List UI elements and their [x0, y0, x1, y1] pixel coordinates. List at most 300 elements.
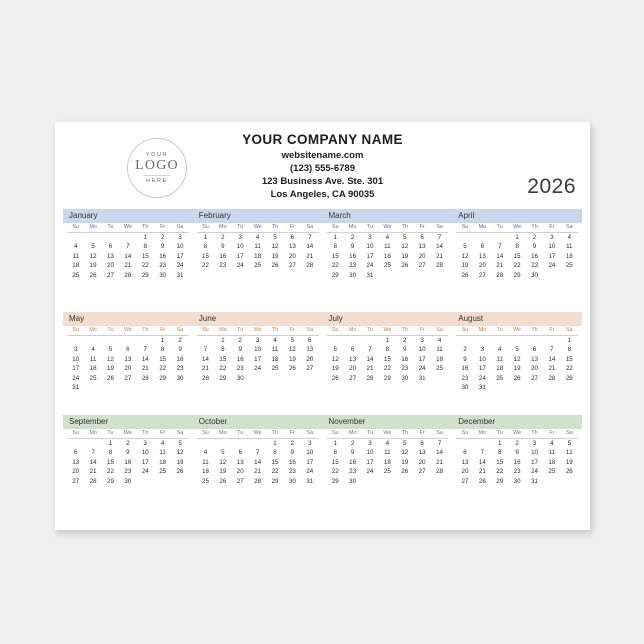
day-cell: 23	[288, 468, 296, 476]
day-cell: 10	[366, 243, 374, 251]
day-cell: 9	[463, 355, 467, 363]
day-cell: 8	[515, 243, 519, 251]
quarter-band-q3	[63, 415, 582, 518]
day-cell: 30	[124, 477, 132, 485]
day-cell	[561, 383, 578, 392]
month-block	[323, 415, 453, 486]
weekday-header: Mo	[478, 327, 487, 333]
day-cell	[361, 336, 378, 346]
weekday-header: Tu	[107, 224, 114, 230]
day-cell: 4	[273, 337, 277, 344]
day-cell: 7	[550, 346, 554, 354]
day-cell: 11	[566, 243, 573, 251]
day-cell: 11	[496, 355, 503, 363]
day-cell: 10	[478, 355, 486, 363]
day-cell	[543, 336, 560, 346]
weekday-header: Th	[271, 430, 279, 436]
day-cell: 2	[350, 440, 355, 447]
day-cell: 4	[567, 234, 572, 241]
month-name: September	[69, 417, 109, 426]
week-row	[456, 448, 578, 457]
weekday-header: Su	[461, 327, 469, 333]
day-cell: 9	[126, 449, 130, 457]
week-row	[197, 477, 319, 486]
day-cell	[67, 233, 84, 243]
week-row	[327, 242, 449, 251]
month-block	[63, 312, 193, 392]
day-cell	[456, 336, 473, 346]
month-table	[456, 327, 578, 392]
weekday-header: We	[123, 224, 132, 230]
day-cell	[456, 233, 473, 243]
day-cell: 5	[290, 337, 295, 344]
day-cell: 24	[531, 468, 538, 476]
weekday-header: Tu	[366, 430, 374, 436]
day-cell: 24	[366, 262, 374, 270]
day-cell	[543, 383, 560, 392]
day-cell: 4	[498, 346, 502, 354]
day-cell: 14	[366, 355, 374, 363]
day-cell	[154, 383, 171, 392]
day-cell: 14	[496, 252, 504, 260]
day-cell: 2	[178, 337, 182, 344]
weekday-header: Th	[142, 224, 149, 230]
day-cell	[102, 336, 119, 346]
day-cell: 26	[401, 468, 409, 476]
day-cell: 10	[366, 449, 374, 457]
calendar-year: 2026	[527, 175, 576, 198]
weekday-header: We	[513, 430, 522, 436]
day-cell: 25	[89, 374, 97, 382]
weekday-header-row	[67, 327, 189, 336]
day-cell: 6	[108, 243, 113, 251]
day-cell: 7	[437, 234, 442, 241]
day-cell: 19	[176, 458, 184, 466]
day-cell: 5	[91, 243, 95, 251]
day-cell: 21	[124, 262, 132, 270]
day-cell	[508, 383, 525, 392]
day-cell: 4	[385, 440, 390, 447]
day-cell: 25	[271, 365, 279, 373]
day-cell: 20	[124, 365, 132, 373]
day-cell: 20	[288, 252, 296, 260]
week-row	[456, 271, 578, 280]
day-cell: 20	[418, 458, 426, 466]
day-cell: 29	[141, 271, 149, 279]
day-cell: 18	[254, 252, 262, 260]
day-cell: 8	[160, 346, 165, 354]
day-cell: 7	[368, 346, 372, 354]
logo-bottom-text: HERE	[144, 175, 170, 184]
day-cell: 20	[306, 355, 314, 363]
day-cell: 3	[368, 440, 372, 447]
month-table	[197, 430, 319, 486]
day-cell: 10	[418, 346, 426, 354]
week-row	[327, 233, 449, 243]
day-cell: 25	[496, 374, 504, 382]
day-cell: 7	[203, 346, 208, 354]
day-cell	[431, 477, 448, 486]
month-table	[67, 327, 189, 392]
weekday-header: Th	[401, 224, 408, 230]
weekday-header: Sa	[436, 224, 443, 230]
day-cell: 26	[331, 374, 339, 382]
weekday-header: Su	[202, 224, 209, 230]
weekday-header: Mo	[219, 430, 227, 436]
day-cell: 20	[72, 468, 80, 476]
day-cell: 23	[531, 262, 538, 270]
week-row	[67, 383, 189, 392]
day-cell: 24	[72, 374, 80, 382]
day-cell: 24	[418, 365, 426, 373]
weekday-header: Th	[142, 327, 149, 333]
day-cell: 18	[72, 262, 80, 270]
month-table	[197, 327, 319, 383]
week-row	[327, 261, 449, 270]
week-row	[67, 467, 189, 476]
week-row	[67, 233, 189, 243]
day-cell: 11	[89, 355, 97, 363]
weekday-header: Tu	[237, 224, 244, 230]
day-cell	[379, 477, 396, 486]
day-cell: 19	[513, 365, 521, 373]
day-cell: 6	[463, 449, 467, 457]
day-cell: 9	[178, 346, 182, 354]
week-row	[456, 261, 578, 270]
day-cell: 14	[436, 243, 443, 251]
week-row	[197, 439, 319, 449]
weekday-header: Tu	[107, 327, 114, 333]
weekday-header: Fr	[549, 224, 555, 230]
day-cell: 27	[236, 477, 244, 485]
month-name: August	[458, 314, 484, 323]
day-cell: 11	[384, 449, 391, 457]
month-name: November	[328, 417, 366, 426]
day-cell: 21	[366, 365, 374, 373]
day-cell: 3	[532, 440, 537, 447]
week-row	[67, 439, 189, 449]
week-row	[456, 383, 578, 392]
week-row	[327, 252, 449, 261]
weekday-header-row	[197, 327, 319, 336]
day-cell: 17	[478, 365, 486, 373]
day-cell: 23	[219, 262, 227, 270]
day-cell	[154, 477, 171, 486]
day-cell: 14	[141, 355, 149, 363]
month-name: March	[328, 211, 351, 220]
day-cell: 9	[238, 346, 242, 354]
day-cell	[284, 374, 301, 383]
weekday-header: Sa	[176, 430, 184, 436]
day-cell: 5	[567, 440, 572, 447]
day-cell: 25	[548, 468, 556, 476]
weekday-header: Sa	[436, 430, 443, 436]
day-cell: 28	[124, 271, 132, 279]
weekday-header: Sa	[176, 224, 184, 230]
month-block	[63, 209, 193, 280]
day-cell: 29	[383, 374, 391, 382]
day-cell: 10	[141, 449, 149, 457]
weekday-header: Fr	[289, 327, 295, 333]
day-cell: 19	[89, 262, 97, 270]
day-cell	[249, 374, 266, 383]
day-cell: 17	[254, 355, 262, 363]
weekday-header: Su	[331, 327, 339, 333]
weekday-header: Th	[271, 327, 279, 333]
day-cell: 25	[436, 365, 443, 373]
day-cell	[84, 233, 101, 243]
day-cell: 8	[567, 346, 572, 354]
day-cell: 20	[461, 468, 469, 476]
weekday-header: Fr	[419, 430, 425, 436]
day-cell: 17	[176, 252, 184, 260]
day-cell	[396, 271, 413, 280]
day-cell: 12	[288, 346, 296, 354]
day-cell: 25	[159, 468, 167, 476]
month-block	[193, 415, 323, 486]
day-cell: 18	[548, 458, 556, 466]
week-row	[67, 364, 189, 373]
day-cell: 3	[238, 234, 242, 241]
day-cell	[214, 439, 231, 449]
week-row	[456, 467, 578, 476]
day-cell: 15	[141, 252, 149, 260]
day-cell: 11	[436, 346, 443, 354]
day-cell: 18	[436, 355, 443, 363]
day-cell: 10	[531, 449, 538, 457]
day-cell: 26	[401, 262, 409, 270]
day-cell	[413, 477, 430, 486]
company-address-line2: Los Angeles, CA 90035	[270, 189, 375, 200]
day-cell: 15	[513, 252, 521, 260]
day-cell: 19	[331, 365, 339, 373]
day-cell	[526, 383, 543, 392]
weekday-header: Tu	[496, 224, 503, 230]
weekday-header: We	[513, 224, 522, 230]
month-table	[67, 224, 189, 280]
day-cell: 26	[271, 262, 279, 270]
day-cell: 15	[219, 355, 227, 363]
month-row	[63, 209, 582, 280]
day-cell: 18	[383, 252, 391, 260]
day-cell: 22	[513, 262, 521, 270]
day-cell: 15	[159, 355, 167, 363]
week-row	[456, 364, 578, 373]
day-cell	[84, 336, 101, 346]
day-cell: 1	[221, 337, 225, 344]
day-cell: 8	[203, 243, 208, 251]
day-cell: 21	[496, 262, 504, 270]
week-row	[67, 336, 189, 346]
day-cell: 31	[478, 384, 486, 392]
day-cell: 22	[331, 468, 339, 476]
day-cell: 14	[436, 449, 443, 457]
weekday-header: Fr	[160, 430, 166, 436]
weekday-header: Mo	[478, 430, 487, 436]
day-cell: 12	[271, 243, 279, 251]
day-cell: 15	[331, 252, 339, 260]
week-row	[327, 345, 449, 354]
month-block	[63, 415, 193, 486]
weekday-header-row	[327, 430, 449, 439]
weekday-header-row	[197, 224, 319, 233]
day-cell: 17	[418, 355, 426, 363]
day-cell: 15	[331, 458, 339, 466]
day-cell: 13	[418, 449, 426, 457]
week-row	[456, 233, 578, 243]
day-cell: 18	[271, 355, 279, 363]
day-cell: 31	[366, 271, 374, 279]
day-cell: 8	[273, 449, 277, 457]
week-row	[197, 467, 319, 476]
day-cell: 12	[219, 458, 227, 466]
day-cell: 3	[550, 234, 554, 241]
day-cell	[301, 374, 318, 383]
day-cell	[396, 477, 413, 486]
day-cell: 2	[350, 234, 355, 241]
weekday-header: Tu	[496, 430, 503, 436]
day-cell: 28	[306, 262, 314, 270]
week-row	[197, 355, 319, 364]
day-cell: 31	[531, 477, 538, 485]
day-cell: 12	[461, 252, 469, 260]
day-cell: 18	[383, 458, 391, 466]
day-cell	[84, 439, 101, 449]
day-cell: 14	[254, 458, 262, 466]
day-cell: 23	[513, 468, 521, 476]
weekday-header: We	[253, 327, 262, 333]
weekday-header-row	[67, 430, 189, 439]
day-cell: 26	[89, 271, 97, 279]
day-cell: 22	[159, 365, 167, 373]
day-cell: 11	[271, 346, 279, 354]
month-name: October	[198, 417, 228, 426]
day-cell: 29	[496, 477, 504, 485]
company-info	[55, 132, 590, 200]
day-cell	[67, 336, 84, 346]
day-cell	[197, 336, 214, 346]
day-cell: 2	[160, 234, 165, 241]
company-address-line1: 123 Business Ave. Ste. 301	[261, 176, 384, 187]
day-cell: 6	[420, 440, 424, 447]
week-row	[67, 252, 189, 261]
day-cell: 16	[461, 365, 469, 373]
week-row	[327, 364, 449, 373]
day-cell: 5	[108, 346, 113, 354]
day-cell: 2	[515, 440, 519, 447]
day-cell: 9	[350, 449, 355, 457]
day-cell: 16	[176, 355, 184, 363]
day-cell: 28	[202, 374, 209, 382]
day-cell: 20	[236, 468, 244, 476]
company-website: websitename.com	[281, 150, 364, 161]
weekday-header: Tu	[496, 327, 503, 333]
day-cell: 21	[202, 365, 209, 373]
month-name: December	[458, 417, 496, 426]
day-cell: 22	[383, 365, 391, 373]
weekday-header: Mo	[348, 430, 357, 436]
day-cell: 13	[124, 355, 132, 363]
week-row	[197, 252, 319, 261]
weekday-header: Th	[401, 327, 408, 333]
day-cell: 26	[219, 477, 227, 485]
month-block	[452, 312, 582, 392]
day-cell: 10	[306, 449, 314, 457]
week-row	[197, 345, 319, 354]
day-cell	[266, 374, 283, 383]
day-cell: 19	[461, 262, 469, 270]
day-cell: 9	[532, 243, 537, 251]
week-row	[327, 336, 449, 346]
day-cell: 4	[255, 234, 260, 241]
month-name: June	[198, 314, 217, 323]
day-cell	[102, 233, 119, 243]
day-cell: 16	[401, 355, 409, 363]
weekday-header: Th	[531, 430, 538, 436]
week-row	[197, 364, 319, 373]
day-cell: 3	[143, 440, 147, 447]
day-cell: 17	[72, 365, 80, 373]
day-cell: 13	[107, 252, 114, 260]
weekday-header-row	[197, 430, 319, 439]
day-cell: 27	[306, 365, 314, 373]
weekday-header: Tu	[366, 327, 374, 333]
day-cell: 22	[565, 365, 573, 373]
week-row	[67, 477, 189, 486]
day-cell: 15	[565, 355, 573, 363]
day-cell: 8	[108, 449, 113, 457]
day-cell: 28	[436, 262, 443, 270]
day-cell: 6	[350, 346, 355, 354]
day-cell: 18	[496, 365, 504, 373]
day-cell: 11	[254, 243, 261, 251]
day-cell: 29	[331, 477, 339, 485]
week-row	[327, 374, 449, 383]
day-cell: 2	[238, 337, 242, 344]
day-cell: 4	[550, 440, 554, 447]
day-cell: 8	[143, 243, 147, 251]
day-cell: 22	[219, 365, 227, 373]
day-cell: 5	[273, 234, 277, 241]
day-cell: 29	[219, 374, 227, 382]
day-cell: 2	[126, 440, 130, 447]
month-table	[197, 224, 319, 271]
day-cell: 21	[254, 468, 262, 476]
day-cell: 26	[461, 271, 469, 279]
day-cell: 3	[420, 337, 424, 344]
month-table	[327, 224, 449, 280]
calendar-magnet-card	[55, 122, 590, 530]
day-cell: 20	[418, 252, 426, 260]
day-cell: 30	[176, 374, 184, 382]
weekday-header: Su	[202, 430, 209, 436]
day-cell: 12	[565, 449, 573, 457]
weekday-header: We	[513, 327, 522, 333]
day-cell: 24	[254, 365, 262, 373]
day-cell: 17	[236, 252, 244, 260]
day-cell: 27	[288, 262, 296, 270]
day-cell	[137, 336, 154, 346]
day-cell: 16	[288, 458, 296, 466]
day-cell: 14	[124, 252, 132, 260]
weekday-header: Su	[72, 327, 79, 333]
day-cell: 4	[91, 346, 95, 354]
day-cell: 30	[401, 374, 409, 382]
weekday-header: Fr	[419, 327, 425, 333]
day-cell: 12	[107, 355, 114, 363]
weekday-header: Tu	[366, 224, 374, 230]
day-cell	[197, 439, 214, 449]
